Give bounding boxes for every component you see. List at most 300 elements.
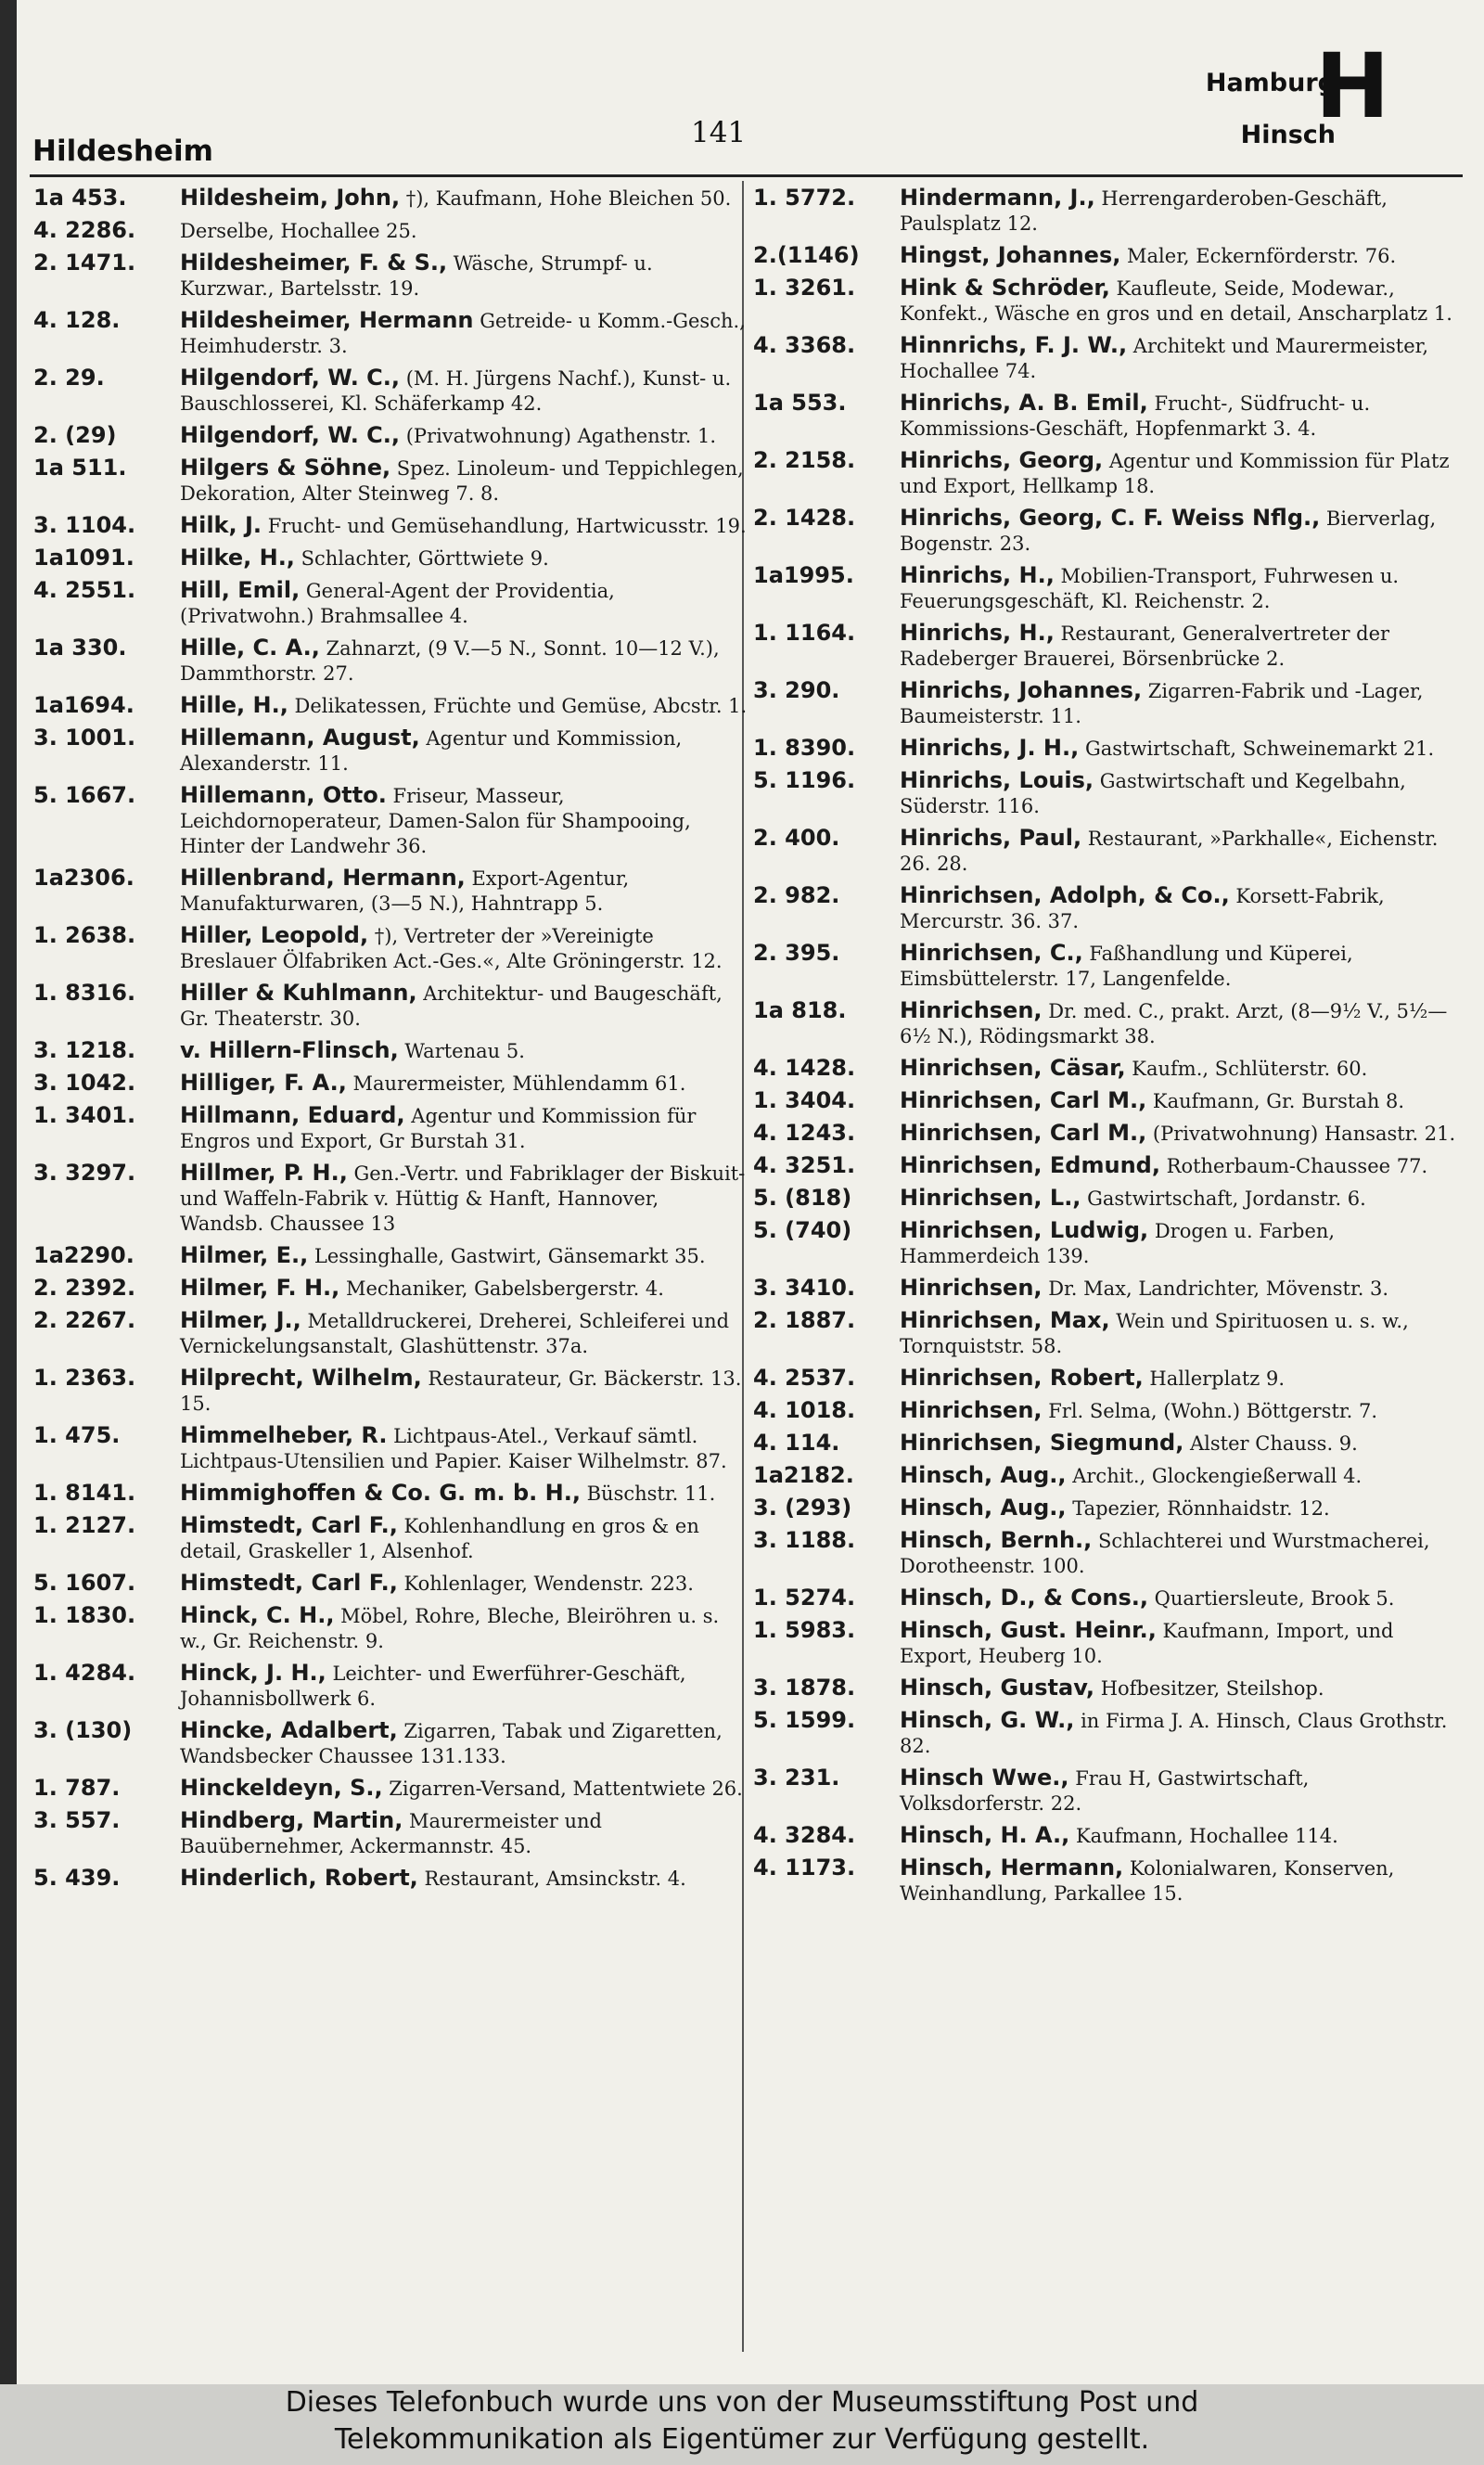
directory-entry <box>753 883 1458 934</box>
directory-entry <box>33 1038 748 1064</box>
entry-name: Himstedt, Carl F., <box>180 1512 398 1538</box>
phone-number: 4. 2551. <box>33 577 136 603</box>
entry-details: Kaufmann, Hochallee 114. <box>1069 1825 1338 1847</box>
entry-name: Hiller, Leopold, <box>180 922 369 948</box>
entry-name: Hilgendorf, W. C., <box>180 365 401 391</box>
entry-name: Hinnrichs, F. J. W., <box>900 332 1128 358</box>
entry-name: Hink & Schröder, <box>900 275 1110 301</box>
entry-name: Hinrichs, H., <box>900 620 1055 646</box>
entry-details: Frucht-, Südfrucht- u. Kommissions-Geschäft, Hopfenmarkt 3. 4. <box>900 392 1371 440</box>
entry-details: Drogen u. Farben, Hammerdeich 139. <box>900 1220 1336 1267</box>
entry-details: Maurermeister, Mühlendamm 61. <box>346 1072 686 1095</box>
entry-details: Restaurant, Amsinckstr. 4. <box>417 1868 686 1890</box>
phone-number: 3. 1878. <box>753 1675 856 1701</box>
entry-name: Hiller & Kuhlmann, <box>180 980 417 1006</box>
entry-details: Quartiersleute, Brook 5. <box>1147 1587 1395 1610</box>
entry-details: Maurermeister und Bauübernehmer, Ackermannstr. 45. <box>180 1810 602 1857</box>
entry-name: Hinrichs, Louis, <box>900 767 1094 793</box>
entry-name: Hinrichsen, Siegmund, <box>900 1430 1184 1456</box>
entry-details: Frau H, Gastwirtschaft, Volksdorferstr. 22. <box>900 1767 1310 1815</box>
directory-entry <box>753 826 1458 877</box>
phone-number: 1. 5772. <box>753 185 856 211</box>
entry-name: Hincke, Adalbert, <box>180 1717 398 1743</box>
entry-details: (Privatwohnung) Hansastr. 21. <box>1146 1123 1456 1145</box>
phone-number: 4. 1243. <box>753 1120 856 1146</box>
entry-name: Hinrichsen, Carl M., <box>900 1120 1147 1146</box>
directory-entry <box>753 1855 1458 1907</box>
directory-entry <box>33 250 748 302</box>
phone-number: 3. 231. <box>753 1765 840 1791</box>
entry-name: v. Hillern-Flinsch, <box>180 1037 399 1063</box>
directory-entry <box>753 563 1458 614</box>
footer-line-1: Dieses Telefonbuch wurde uns von der Museumsstiftung Post und <box>285 2386 1199 2419</box>
entry-name: Hinrichs, Paul, <box>900 825 1082 851</box>
left-column <box>33 186 748 1898</box>
entry-details: †), Vertreter der »Vereinigte Breslauer Ölfabriken Act.-Ges.«, Alte Gröningerstr. 12. <box>180 925 723 972</box>
entry-name: Hindermann, J., <box>900 185 1095 211</box>
directory-entry <box>33 308 748 359</box>
phone-number: 5. (818) <box>753 1185 852 1211</box>
phone-number: 3. 3410. <box>753 1275 856 1301</box>
entry-details: Export-Agentur, Manufakturwaren, (3—5 N.), Hahntrapp 5. <box>180 867 630 915</box>
entry-name: Hingst, Johannes, <box>900 242 1121 268</box>
phone-number: 1a 453. <box>33 185 127 211</box>
directory-entry <box>33 981 748 1032</box>
page-edge-shadow <box>0 0 17 2384</box>
entry-details: Wäsche, Strumpf- u. Kurzwar., Bartelsstr. 19. <box>180 252 653 300</box>
entry-name: Hillmer, P. H., <box>180 1160 348 1186</box>
entry-details: Gastwirtschaft, Jordanstr. 6. <box>1081 1188 1366 1210</box>
directory-entry <box>753 506 1458 557</box>
phone-number: 1. 5274. <box>753 1585 856 1611</box>
phone-number: 1a1091. <box>33 545 134 571</box>
directory-entry <box>33 1603 748 1654</box>
entry-details: Agentur und Kommission, Alexanderstr. 11. <box>180 727 683 775</box>
entry-name: Hinrichsen, <box>900 1397 1043 1423</box>
phone-number: 2. 1471. <box>33 250 136 276</box>
phone-number: 1. 2638. <box>33 922 136 948</box>
phone-number: 3. 290. <box>753 677 840 703</box>
directory-entry <box>753 333 1458 384</box>
directory-entry <box>753 1823 1458 1849</box>
entry-name: Hinrichs, Johannes, <box>900 677 1143 703</box>
directory-entry <box>753 1398 1458 1424</box>
entry-details: Friseur, Masseur, Leichdornoperateur, Damen-Salon für Shampooing, Hinter der Landwehr 36. <box>180 785 691 857</box>
entry-name: Hinrichsen, Carl M., <box>900 1087 1147 1113</box>
section-letter: H <box>1315 34 1390 138</box>
phone-number: 2. 1428. <box>753 505 856 531</box>
entry-details: Rotherbaum-Chaussee 77. <box>1159 1155 1428 1177</box>
phone-number: 2. (29) <box>33 422 117 448</box>
entry-name: Hinsch, H. A., <box>900 1822 1070 1848</box>
entry-details: Architektur- und Baugeschäft, Gr. Theaterstr. 30. <box>180 982 723 1030</box>
directory-entry <box>33 636 748 687</box>
entry-name: Hinrichs, Georg, C. F. Weiss Nflg., <box>900 505 1321 531</box>
directory-entry <box>753 1186 1458 1212</box>
directory-entry <box>33 783 748 859</box>
directory-entry <box>753 1308 1458 1359</box>
entry-details: Spez. Linoleum- und Teppichlegen, Dekoration, Alter Steinweg 7. 8. <box>180 457 744 505</box>
entry-details: Kolonialwaren, Konserven, Weinhandlung, Parkallee 15. <box>900 1857 1395 1905</box>
phone-number: 5. 1667. <box>33 782 136 808</box>
header-city: Hamburg <box>1205 69 1336 97</box>
entry-name: Hinsch Wwe., <box>900 1765 1069 1791</box>
entry-details: Dr. med. C., prakt. Arzt, (8—9½ V., 5½—6½ N.), Rödingsmarkt 38. <box>900 1000 1448 1047</box>
phone-number: 2. 982. <box>753 882 840 908</box>
directory-entry <box>33 725 748 777</box>
phone-number: 1a2306. <box>33 865 134 891</box>
entry-name: Hinrichs, H., <box>900 562 1055 588</box>
phone-number: 2. 1887. <box>753 1307 856 1333</box>
entry-details: Lessinghalle, Gastwirt, Gänsemarkt 35. <box>308 1245 706 1267</box>
phone-number: 4. 1018. <box>753 1397 856 1423</box>
directory-entry <box>33 1571 748 1597</box>
phone-number: 2. 2267. <box>33 1307 136 1333</box>
entry-details: Bierverlag, Bogenstr. 23. <box>900 507 1437 555</box>
phone-number: 1. 5983. <box>753 1617 856 1643</box>
entry-name: Himstedt, Carl F., <box>180 1570 398 1596</box>
phone-number: 5. 439. <box>33 1865 121 1891</box>
phone-number: 1. 4284. <box>33 1660 136 1686</box>
directory-entry <box>33 578 748 629</box>
entry-name: Hinsch, Aug., <box>900 1495 1067 1521</box>
phone-number: 1a 553. <box>753 390 847 416</box>
phone-number: 4. 3368. <box>753 332 856 358</box>
directory-entry <box>33 1161 748 1237</box>
directory-entry <box>33 1243 748 1269</box>
entry-details: Gen.-Vertr. und Fabriklager der Biskuit- und Waffeln-Fabrik v. Hüttig & Hanft, Hannover, Wandsb. Chaussee 13 <box>180 1162 746 1235</box>
entry-name: Himmelheber, R. <box>180 1422 388 1448</box>
entry-name: Hildesheim, John, <box>180 185 401 211</box>
directory-entry <box>33 546 748 571</box>
entry-details: Wartenau 5. <box>398 1040 525 1062</box>
phone-number: 1. 3404. <box>753 1087 856 1113</box>
phone-number: 2. 2158. <box>753 447 856 473</box>
directory-entry <box>33 1776 748 1802</box>
phone-number: 3. 557. <box>33 1807 121 1833</box>
entry-name: Hilprecht, Wilhelm, <box>180 1365 422 1391</box>
entry-name: Hille, C. A., <box>180 635 320 661</box>
entry-details: Möbel, Rohre, Bleche, Bleiröhren u. s. w., Gr. Reichenstr. 9. <box>180 1605 720 1652</box>
entry-details: Hofbesitzer, Steilshop. <box>1094 1677 1324 1700</box>
phone-number: 2. 29. <box>33 365 105 391</box>
directory-entry <box>753 1765 1458 1817</box>
phone-number: 1a 330. <box>33 635 127 661</box>
entry-name: Hinrichsen, <box>900 1275 1043 1301</box>
phone-number: 5. 1607. <box>33 1570 136 1596</box>
phone-number: 3. 1104. <box>33 512 136 538</box>
entry-name: Hinrichsen, Max, <box>900 1307 1110 1333</box>
directory-entry <box>33 1481 748 1507</box>
directory-entry <box>33 186 748 212</box>
phone-number: 2.(1146) <box>753 242 860 268</box>
phone-number: 2. 400. <box>753 825 840 851</box>
entry-details: Kaufm., Schlüterstr. 60. <box>1125 1058 1368 1080</box>
entry-details: Schlachter, Görttwiete 9. <box>294 547 549 570</box>
entry-name: Hilgers & Söhne, <box>180 455 391 481</box>
entry-name: Hinck, J. H., <box>180 1660 326 1686</box>
entry-details: Kohlenlager, Wendenstr. 223. <box>397 1573 694 1595</box>
directory-entry <box>753 1218 1458 1269</box>
directory-entry <box>33 1866 748 1892</box>
directory-entry <box>753 1463 1458 1489</box>
entry-details: Kaufmann, Import, und Export, Heuberg 10. <box>900 1620 1394 1667</box>
entry-details: Wein und Spirituosen u. s. w., Tornquiststr. 58. <box>900 1310 1409 1357</box>
entry-name: Himmighoffen & Co. G. m. b. H., <box>180 1480 581 1506</box>
header-rule <box>30 174 1463 177</box>
directory-entry <box>33 513 748 539</box>
directory-entry <box>753 678 1458 729</box>
entry-details: †), Kaufmann, Hohe Bleichen 50. <box>400 187 732 210</box>
phone-number: 4. 128. <box>33 307 121 333</box>
entry-name: Hinsch, G. W., <box>900 1707 1075 1733</box>
entry-details: Agentur und Kommission für Engros und Export, Gr Burstah 31. <box>180 1105 697 1152</box>
phone-number: 1a2182. <box>753 1462 854 1488</box>
entry-name: Hillmann, Eduard, <box>180 1102 405 1128</box>
phone-number: 3. 1188. <box>753 1527 856 1553</box>
entry-name: Hinrichs, A. B. Emil, <box>900 390 1148 416</box>
entry-details: Kaufleute, Seide, Modewar., Konfekt., Wäsche en gros und en detail, Anscharplatz 1. <box>900 277 1452 325</box>
entry-name: Hillemann, Otto. <box>180 782 387 808</box>
entry-name: Hinsch, Hermann, <box>900 1855 1124 1881</box>
entry-details: Leichter- und Ewerführer-Geschäft, Johannisbollwerk 6. <box>180 1663 686 1710</box>
phone-number: 4. 3251. <box>753 1152 856 1178</box>
entry-name: Hinrichsen, Ludwig, <box>900 1217 1149 1243</box>
entry-details: Kaufmann, Gr. Burstah 8. <box>1146 1090 1405 1112</box>
entry-details: Dr. Max, Landrichter, Mövenstr. 3. <box>1042 1277 1389 1300</box>
entry-name: Hilmer, E., <box>180 1242 309 1268</box>
phone-number: 1. 3261. <box>753 275 856 301</box>
directory-entry <box>33 693 748 719</box>
directory-entry <box>753 1153 1458 1179</box>
entry-details: Restaurant, Generalvertreter der Radeberger Brauerei, Börsenbrücke 2. <box>900 623 1390 670</box>
phone-number: 3. 1042. <box>33 1070 136 1096</box>
entry-details: Restaurant, »Parkhalle«, Eichenstr. 26. 28. <box>900 828 1439 875</box>
entry-name: Hinderlich, Robert, <box>180 1865 418 1891</box>
directory-entry <box>753 736 1458 762</box>
entry-details: Lichtpaus-Atel., Verkauf sämtl. Lichtpaus-Utensilien und Papier. Kaiser Wilhelmstr. 87. <box>180 1425 727 1472</box>
directory-entry <box>33 1276 748 1302</box>
directory-entry <box>753 1618 1458 1669</box>
entry-name: Hilke, H., <box>180 545 295 571</box>
entry-details: Zigarren, Tabak und Zigaretten, Wandsbecker Chaussee 131.133. <box>180 1720 723 1767</box>
entry-name: Hinckeldeyn, S., <box>180 1775 383 1801</box>
header-left-word: Hildesheim <box>32 135 213 168</box>
phone-number: 5. 1196. <box>753 767 856 793</box>
entry-name: Hilliger, F. A., <box>180 1070 347 1096</box>
entry-name: Hillemann, August, <box>180 725 420 751</box>
entry-details: Herrengarderoben-Geschäft, Paulsplatz 12. <box>900 187 1388 235</box>
phone-number: 1. 8316. <box>33 980 136 1006</box>
directory-entry <box>753 768 1458 819</box>
entry-details: Mobilien-Transport, Fuhrwesen u. Feuerungsgeschäft, Kl. Reichenstr. 2. <box>900 565 1400 612</box>
directory-entry <box>753 1675 1458 1701</box>
phone-number: 4. 3284. <box>753 1822 856 1848</box>
phone-number: 3. 1001. <box>33 725 136 751</box>
entry-name: Hinsch, Aug., <box>900 1462 1067 1488</box>
header-right-word: Hinsch <box>1240 121 1336 149</box>
phone-number: 1a2290. <box>33 1242 134 1268</box>
entry-details: Metalldruckerei, Dreherei, Schleiferei und Vernickelungsanstalt, Glashüttenstr. 37a. <box>180 1310 730 1357</box>
entry-details: Korsett-Fabrik, Mercurstr. 36. 37. <box>900 885 1385 932</box>
entry-name: Hinrichsen, Adolph, & Co., <box>900 882 1230 908</box>
directory-entry <box>753 1586 1458 1611</box>
phone-number: 5. (740) <box>753 1217 852 1243</box>
entry-name: Hilgendorf, W. C., <box>180 422 401 448</box>
directory-entry <box>753 1496 1458 1521</box>
entry-details: Restaurateur, Gr. Bäckerstr. 13. 15. <box>180 1367 742 1415</box>
directory-entry <box>33 366 748 417</box>
entry-name: Hinrichsen, C., <box>900 940 1083 966</box>
entry-name: Hinsch, Bernh., <box>900 1527 1093 1553</box>
directory-entry <box>33 1423 748 1474</box>
phone-number: 4. 114. <box>753 1430 840 1456</box>
directory-entry <box>753 1708 1458 1759</box>
entry-name: Hinrichsen, L., <box>900 1185 1081 1211</box>
directory-entry <box>753 941 1458 992</box>
entry-name: Hinsch, Gustav, <box>900 1675 1095 1701</box>
phone-number: 3. (293) <box>753 1495 852 1521</box>
phone-number: 1. 787. <box>33 1775 121 1801</box>
entry-details: Getreide- u Komm.-Gesch., Heimhuderstr. 3. <box>180 310 746 357</box>
phone-number: 4. 1428. <box>753 1055 856 1081</box>
entry-name: Hildesheimer, F. & S., <box>180 250 448 276</box>
entry-name: Hinrichs, J. H., <box>900 735 1080 761</box>
phone-number: 1a1995. <box>753 562 854 588</box>
phone-number: 2. 395. <box>753 940 840 966</box>
entry-name: Hill, Emil, <box>180 577 301 603</box>
entry-details: Tapezier, Rönnhaidstr. 12. <box>1066 1497 1330 1520</box>
directory-entry <box>33 1308 748 1359</box>
entry-name: Hinsch, Gust. Heinr., <box>900 1617 1157 1643</box>
entry-details: Agentur und Kommission für Platz und Export, Hellkamp 18. <box>900 450 1450 497</box>
entry-details: Architekt und Maurermeister, Hochallee 74. <box>900 335 1429 382</box>
entry-details: General-Agent der Providentia, (Privatwohn.) Brahmsallee 4. <box>180 580 615 627</box>
phone-number: 1. 8141. <box>33 1480 136 1506</box>
phone-number: 3. (130) <box>33 1717 133 1743</box>
entry-name: Hilmer, F. H., <box>180 1275 340 1301</box>
directory-entry <box>33 866 748 917</box>
directory-entry <box>753 276 1458 327</box>
directory-entry <box>753 1088 1458 1114</box>
entry-name: Hinrichs, Georg, <box>900 447 1104 473</box>
entry-details: Frucht- und Gemüsehandlung, Hartwicusstr. 19. <box>262 515 747 537</box>
directory-entry <box>753 1431 1458 1457</box>
entry-details: Derselbe, Hochallee 25. <box>180 220 417 242</box>
phone-number: 1a 818. <box>753 997 847 1023</box>
footer-notice <box>0 2384 1484 2465</box>
directory-entry <box>33 1513 748 1564</box>
phone-number: 1. 8390. <box>753 735 856 761</box>
entry-details: Delikatessen, Früchte und Gemüse, Abcstr. 1. <box>288 695 748 717</box>
directory-entry <box>753 391 1458 442</box>
directory-entry <box>33 1808 748 1859</box>
entry-details: Büschstr. 11. <box>580 1483 716 1505</box>
entry-details: Alster Chauss. 9. <box>1183 1432 1358 1455</box>
entry-name: Hilk, J. <box>180 512 262 538</box>
directory-entry <box>753 621 1458 672</box>
directory-entry <box>753 1276 1458 1302</box>
phone-number: 1. 2127. <box>33 1512 136 1538</box>
entry-details: Faßhandlung und Küperei, Eimsbüttelerstr. 17, Langenfelde. <box>900 943 1353 990</box>
entry-details: Zigarren-Fabrik und -Lager, Baumeisterstr. 11. <box>900 680 1424 727</box>
phone-number: 1a1694. <box>33 692 134 718</box>
phone-number: 4. 2537. <box>753 1365 856 1391</box>
phone-number: 4. 1173. <box>753 1855 856 1881</box>
entry-details: in Firma J. A. Hinsch, Claus Grothstr. 82. <box>900 1710 1448 1757</box>
entry-name: Hinsch, D., & Cons., <box>900 1585 1148 1611</box>
entry-name: Hindberg, Martin, <box>180 1807 403 1833</box>
page-number: 141 <box>691 116 747 149</box>
entry-name: Hinrichsen, Edmund, <box>900 1152 1160 1178</box>
phone-number: 1. 475. <box>33 1422 121 1448</box>
directory-entry <box>33 456 748 507</box>
entry-details: (M. H. Jürgens Nachf.), Kunst- u. Bauschlosserei, Kl. Schäferkamp 42. <box>180 367 732 415</box>
entry-name: Hinrichsen, Cäsar, <box>900 1055 1126 1081</box>
entry-name: Hildesheimer, Hermann <box>180 307 474 333</box>
phone-number: 3. 1218. <box>33 1037 136 1063</box>
directory-entry <box>753 186 1458 237</box>
directory-entry <box>753 1528 1458 1579</box>
directory-entry <box>33 1661 748 1712</box>
entry-name: Hinck, C. H., <box>180 1602 335 1628</box>
entry-name: Hille, H., <box>180 692 288 718</box>
entry-name: Hinrichsen, <box>900 997 1043 1023</box>
directory-entry <box>753 448 1458 499</box>
right-column <box>753 186 1458 1913</box>
directory-entry <box>753 243 1458 269</box>
entry-details: Hallerplatz 9. <box>1143 1367 1286 1390</box>
phone-number: 3. 3297. <box>33 1160 136 1186</box>
directory-entry <box>753 998 1458 1049</box>
entry-name: Hillenbrand, Hermann, <box>180 865 466 891</box>
entry-details: Zigarren-Versand, Mattentwiete 26. <box>382 1778 743 1800</box>
directory-entry <box>33 1071 748 1097</box>
phone-number: 4. 2286. <box>33 217 136 243</box>
entry-name: Hinrichsen, Robert, <box>900 1365 1144 1391</box>
directory-entry <box>33 1103 748 1154</box>
footer-line-2: Telekommunikation als Eigentümer zur Verfügung gestellt. <box>334 2423 1150 2456</box>
directory-entry <box>753 1056 1458 1082</box>
phone-number: 1. 2363. <box>33 1365 136 1391</box>
phone-number: 1a 511. <box>33 455 127 481</box>
phone-number: 2. 2392. <box>33 1275 136 1301</box>
entry-details: Maler, Eckernförderstr. 76. <box>1120 245 1397 267</box>
directory-entry <box>33 923 748 974</box>
phone-number: 1. 1164. <box>753 620 856 646</box>
directory-entry <box>33 1366 748 1417</box>
entry-details: Zahnarzt, (9 V.—5 N., Sonnt. 10—12 V.), Dammthorstr. 27. <box>180 637 720 685</box>
entry-details: Frl. Selma, (Wohn.) Böttgerstr. 7. <box>1042 1400 1377 1422</box>
directory-entry <box>753 1121 1458 1147</box>
entry-details: Kohlenhandlung en gros & en detail, Graskeller 1, Alsenhof. <box>180 1515 699 1562</box>
entry-details: Gastwirtschaft und Kegelbahn, Süderstr. 116. <box>900 770 1406 817</box>
entry-details: Schlachterei und Wurstmacherei, Dorotheenstr. 100. <box>900 1530 1430 1577</box>
directory-entry <box>33 423 748 449</box>
entry-details: Archit., Glockengießerwall 4. <box>1066 1465 1362 1487</box>
entry-details: (Privatwohnung) Agathenstr. 1. <box>400 425 717 447</box>
entry-name: Hilmer, J., <box>180 1307 301 1333</box>
phone-number: 1. 1830. <box>33 1602 136 1628</box>
directory-entry <box>33 218 748 244</box>
directory-entry <box>753 1366 1458 1392</box>
entry-details: Mechaniker, Gabelsbergerstr. 4. <box>339 1277 664 1300</box>
entry-details: Gastwirtschaft, Schweinemarkt 21. <box>1079 738 1435 760</box>
header-right <box>1122 58 1336 161</box>
phone-number: 5. 1599. <box>753 1707 856 1733</box>
phone-number: 1. 3401. <box>33 1102 136 1128</box>
directory-entry <box>33 1718 748 1769</box>
